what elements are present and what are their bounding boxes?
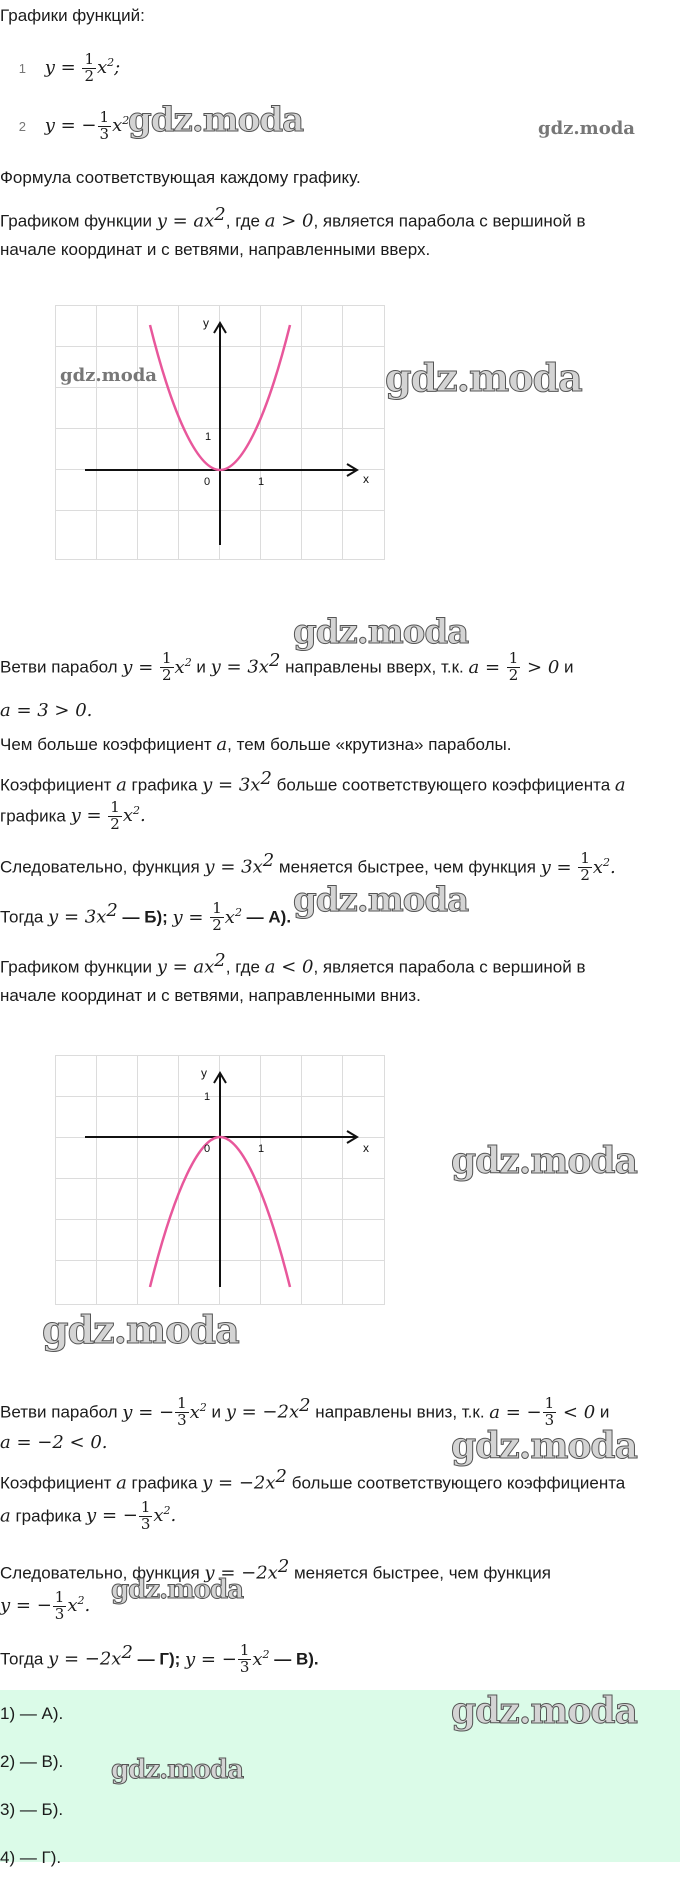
paragraph: Коэффициент a графика $y = 3x^2$ больше соответствующего коэффициента a — [0, 768, 626, 796]
list-item — [0, 110, 129, 143]
origin-label: 0 — [204, 1143, 211, 1155]
watermark: gdz.moda — [293, 880, 469, 920]
answer-item: 2) — В). — [0, 1752, 64, 1771]
origin-label: 0 — [204, 476, 211, 488]
paragraph: Тогда $y = 3x^2$ — Б); y = $\frac{1}{2}$ $x^2$ — А). — [0, 899, 292, 935]
intro-text: Формула соответствующая каждому графику. — [0, 168, 361, 187]
answer-item: 3) — Б). — [0, 1800, 64, 1819]
y-axis-label: y — [201, 1066, 207, 1080]
paragraph: Ветви парабол y = $\frac{1}{2}$ $x^2$ и $y = 3x^2$ направлены вверх, т.к. a = $\frac{1}{2}$ > 0 и — [0, 649, 574, 685]
y-tick-label: 1 — [204, 1091, 211, 1103]
paragraph-line: начале координат и с ветвями, направленными вверх. — [0, 240, 431, 259]
x-axis-label: x — [363, 1141, 369, 1155]
paragraph-line: a = −2 < 0. — [0, 1432, 108, 1453]
graph-parabola-up — [55, 305, 385, 560]
y-axis-label: y — [203, 316, 209, 330]
watermark: gdz.moda — [60, 365, 157, 386]
watermark: gdz.moda — [385, 355, 582, 400]
watermark: gdz.moda — [293, 612, 469, 652]
heading: Графики функций: — [0, 6, 145, 25]
x-tick-label: 1 — [258, 476, 265, 488]
watermark: gdz.moda — [451, 1425, 637, 1467]
watermark: gdz.moda — [111, 1575, 244, 1605]
list-item — [0, 52, 120, 85]
paragraph-line: графика y = $\frac{1}{2}$ $x^2$. — [0, 798, 146, 833]
paragraph: Тогда $y = -2x^2$ — Г); y = − $\frac{1}{3}$ $x^2$ — В). — [0, 1641, 319, 1677]
formula: y = − $\frac{1}{3}$ $x^2$ — [44, 108, 130, 143]
watermark: gdz.moda — [128, 100, 304, 140]
watermark: gdz.moda — [42, 1307, 239, 1352]
paragraph: Ветви парабол y = − $\frac{1}{3}$ $x^2$ и $y = -2x^2$ направлены вниз, т.к. a = − $\frac{1}{3}$ < 0 и — [0, 1394, 610, 1430]
paragraph: Графиком функции $y = ax^2$, где a < 0, является парабола с вершиной в — [0, 950, 586, 978]
x-axis-label: x — [363, 472, 369, 486]
paragraph: Коэффициент a графика $y = -2x^2$ больше соответствующего коэффициента — [0, 1466, 626, 1494]
paragraph: Графиком функции $y = ax^2$, где a > 0, является парабола с вершиной в — [0, 204, 586, 232]
paragraph: Чем больше коэффициент a, тем больше «крутизна» параболы. — [0, 734, 512, 755]
paragraph-line: a графика y = − $\frac{1}{3}$ $x^2$. — [0, 1498, 177, 1533]
formula: y = $\frac{1}{2}$ $x^2$; — [44, 50, 121, 85]
watermark: gdz.moda — [451, 1690, 637, 1732]
paragraph-line: начале координат и с ветвями, направленными вниз. — [0, 986, 421, 1005]
answer-item: 4) — Г). — [0, 1848, 62, 1867]
list-number: 2 — [18, 119, 26, 135]
list-number: 1 — [18, 61, 26, 77]
paragraph: Следовательно, функция $y = 3x^2$ меняется быстрее, чем функция y = $\frac{1}{2}$ $x^2$. — [0, 849, 616, 885]
x-tick-label: 1 — [258, 1143, 265, 1155]
paragraph-line: a = 3 > 0. — [0, 700, 93, 721]
graph-parabola-down — [55, 1055, 385, 1305]
watermark: gdz.moda — [538, 118, 635, 139]
watermark: gdz.moda — [451, 1140, 637, 1182]
watermark: gdz.moda — [111, 1755, 244, 1785]
answer-item: 1) — А). — [0, 1704, 64, 1723]
paragraph-line: y = − $\frac{1}{3}$ $x^2$. — [0, 1588, 91, 1623]
y-tick-label: 1 — [205, 431, 212, 443]
paragraph: Следовательно, функция $y = -2x^2$ меняется быстрее, чем функция — [0, 1556, 551, 1584]
